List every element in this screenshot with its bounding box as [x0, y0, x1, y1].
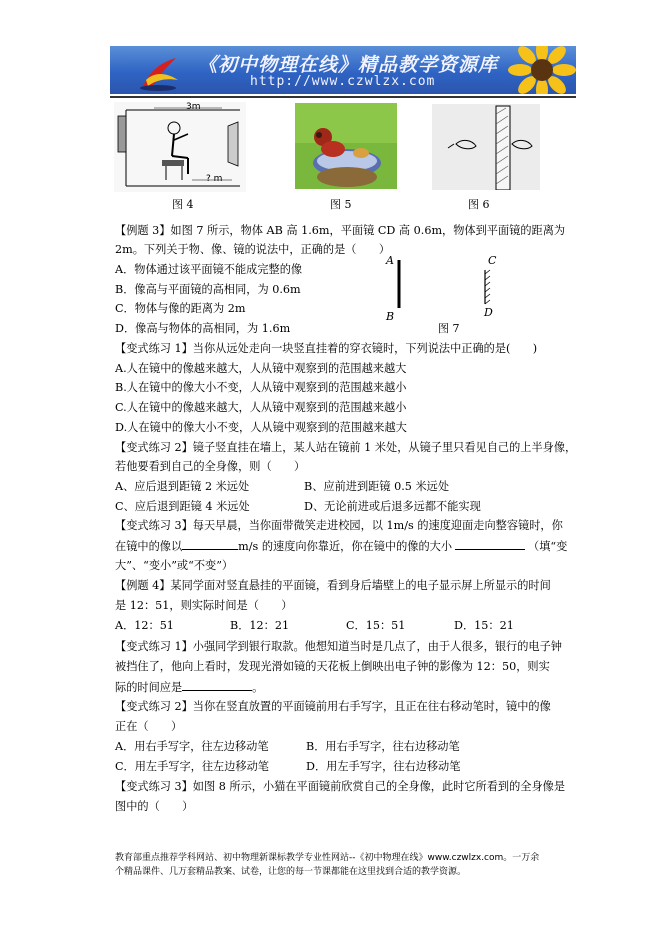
exercise-3-question: 【变式练习 3】每天早晨，当你面带微笑走进校园，以 1m/s 的速度迎面走向整容镜时，你 — [115, 519, 563, 532]
example-4-option-d: D．15：21 — [454, 619, 514, 632]
exercise-1-option-c: C.人在镜中的像越来越大，人从镜中观察到的范围越来越小 — [115, 401, 407, 414]
banner-url[interactable]: http://www.czwlzx.com — [250, 74, 436, 89]
exercise-1-option-b: B.人在镜中的像大小不变，人从镜中观察到的范围越来越小 — [115, 381, 407, 394]
figure-4-width-label: 3m — [186, 102, 201, 112]
figure-6-drawing — [432, 104, 540, 190]
figure-7-label-c: C — [488, 254, 497, 267]
figure-5-photo — [295, 103, 397, 189]
exercise-2b-option-c: C．用左手写字，往左边移动笔 — [115, 760, 269, 773]
exercise-2b-option-b: B．用右手写字，往右边移动笔 — [306, 740, 460, 753]
logo-icon — [136, 50, 182, 92]
figure-7-label-d: D — [484, 306, 493, 319]
exercise-1b-question-cont: 被挡住了，他向上看时，发现光滑如镜的天花板上倒映出电子钟的影像为 12：50，则实 — [115, 660, 550, 673]
example-4-question-cont: 是 12：51，则实际时间是（ ） — [115, 599, 293, 612]
figure-5-caption: 图 5 — [330, 198, 352, 211]
exercise-3b-question-cont: 图中的（ ） — [115, 800, 194, 813]
exercise-1b-period: 。 — [252, 681, 264, 694]
header-banner — [110, 46, 576, 94]
figure-6-caption: 图 6 — [468, 198, 490, 211]
header-divider — [110, 96, 576, 98]
example-4-option-a: A．12：51 — [115, 619, 174, 632]
example-4-option-c: C．15：51 — [346, 619, 406, 632]
exercise-2-option-d: D、无论前进或后退多远都不能实现 — [304, 500, 481, 513]
figure-7-caption: 图 7 — [438, 322, 460, 335]
figure-7-label-b: B — [386, 310, 395, 323]
banner-title: 《初中物理在线》精品教学资源库 — [198, 54, 499, 76]
example-3-option-d: D．像高与物体的高相同，为 1.6m — [115, 322, 291, 335]
exercise-1b-question: 【变式练习 1】小强同学到银行取款。他想知道当时是几点了，由于人很多，银行的电子钟 — [115, 640, 562, 653]
figure-5 — [295, 103, 397, 189]
exercise-1-question: 【变式练习 1】当你从远处走向一块竖直挂着的穿衣镜时，下列说法中正确的是( ) — [115, 342, 538, 355]
figure-6 — [432, 104, 540, 190]
exercise-3-text-3: （填“变 — [528, 540, 568, 553]
example-3-option-b: B．像高与平面镜的高相同，为 0.6m — [115, 283, 301, 296]
exercise-1b-question-end — [115, 680, 263, 695]
example-3-question: 【例题 3】如图 7 所示，物体 AB 高 1.6m，平面镜 CD 高 0.6m，物体到平面镜的距离为 — [115, 224, 566, 237]
sunflower-icon — [506, 46, 576, 94]
exercise-1-option-a: A.人在镜中的像越来越大，人从镜中观察到的范围越来越大 — [115, 362, 407, 375]
exercise-3-question-end: 大”、“变小”或“不变”） — [115, 559, 234, 572]
exercise-2b-question: 【变式练习 2】当你在竖直放置的平面镜前用右手写字，且正在往右移动笔时，镜中的像 — [115, 700, 551, 713]
exercise-3-text-1: 在镜中的像以 — [115, 540, 183, 553]
figure-7-label-a: A — [386, 254, 394, 267]
figure-4-distance-label: ? m — [206, 174, 223, 184]
exercise-3b-question: 【变式练习 3】如图 8 所示，小猫在平面镜前欣赏自己的全身像，此时它所看到的全身像是 — [115, 780, 566, 793]
time-answer-blank[interactable] — [182, 680, 252, 691]
example-3-option-a: A．物体通过该平面镜不能成完整的像 — [115, 263, 303, 276]
exercise-2b-question-cont: 正在（ ） — [115, 720, 183, 733]
exercise-1-option-d: D.人在镜中的像大小不变，人从镜中观察到的范围越来越大 — [115, 421, 407, 434]
example-4-question: 【例题 4】某同学面对竖直悬挂的平面镜，看到身后墙壁上的电子显示屏上所显示的时间 — [115, 579, 551, 592]
exercise-2-option-c: C、应后退到距镜 4 米远处 — [115, 500, 250, 513]
exercise-1b-text: 际的时间应是 — [115, 681, 183, 694]
exercise-2b-option-d: D．用左手写字，往右边移动笔 — [306, 760, 461, 773]
footer-line-1: 教育部重点推荐学科网站、初中物理新课标教学专业性网站--《初中物理在线》www.czwlzx.com。一万余 — [115, 853, 540, 863]
figure-4 — [114, 102, 246, 192]
figure-4-caption: 图 4 — [172, 198, 194, 211]
exercise-3-text-2: m/s 的速度向你靠近，你在镜中的像的大小 — [238, 540, 453, 553]
figure-4-drawing — [114, 102, 246, 192]
footer-line-2: 个精品课件、几万套精品教案、试卷，让您的每一节课都能在这里找到合适的教学资源。 — [115, 867, 467, 877]
example-3-question-cont: 2m。下列关于物、像、镜的说法中，正确的是（ ） — [115, 243, 391, 256]
size-answer-blank[interactable] — [455, 539, 525, 550]
exercise-2-option-a: A、应后退到距镜 2 米远处 — [115, 480, 250, 493]
exercise-2-question-cont: 若他要看到自己的全身像，则（ ） — [115, 460, 306, 473]
exercise-2-question: 【变式练习 2】镜子竖直挂在墙上，某人站在镜前 1 米处，从镜子里只看见自己的上半身像， — [115, 441, 577, 454]
example-4-option-b: B．12：21 — [230, 619, 290, 632]
exercise-2b-option-a: A．用右手写字，往左边移动笔 — [115, 740, 269, 753]
exercise-3-question-cont — [115, 539, 567, 554]
example-3-option-c: C．物体与像的距离为 2m — [115, 302, 246, 315]
speed-answer-blank[interactable] — [182, 539, 238, 550]
exercise-2-option-b: B、应前进到距镜 0.5 米远处 — [304, 480, 450, 493]
